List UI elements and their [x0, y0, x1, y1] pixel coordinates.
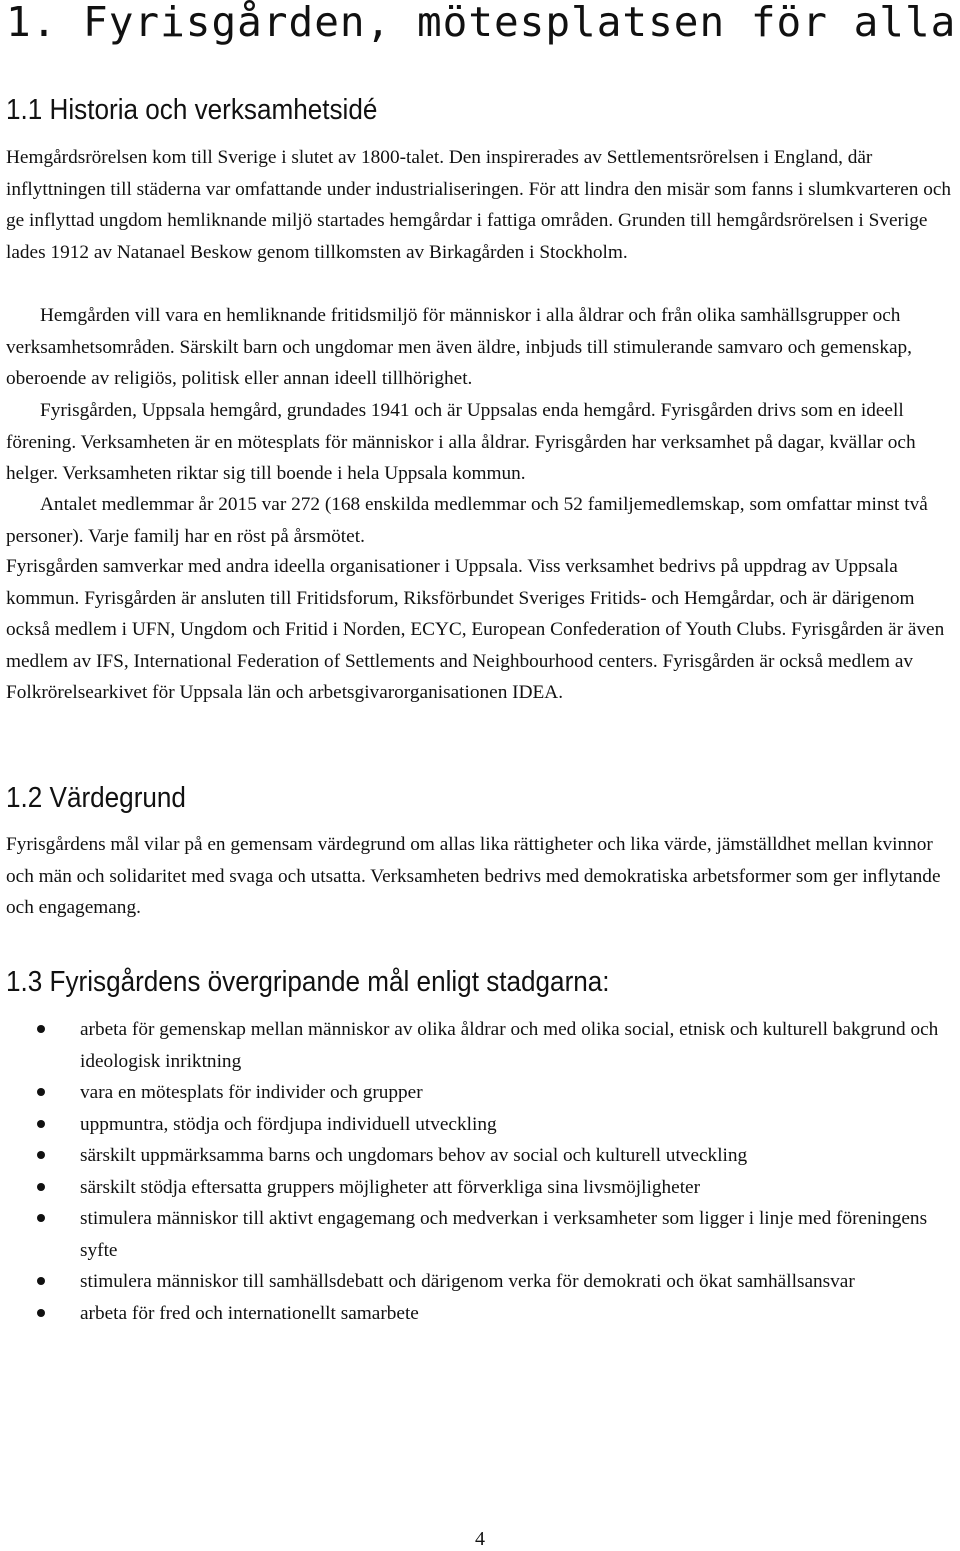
bullet-icon [37, 1183, 45, 1191]
list-item: särskilt uppmärksamma barns och ungdomars behov av social och kulturell utveckling [0, 1140, 940, 1172]
paragraph-history-intro: Hemgårdsrörelsen kom till Sverige i slutet av 1800-talet. Den inspirerades av Settlementsrörelsen i England, där inflyttningen till städerna var omfattande under industrialiseringen. För att lindra den misär som fanns i slumkvarteren och ge inflyttad ungdom hemliknande miljö startades hemgårdar i fattiga områden. Grunden till hemgårdsrörelsen i Sverige lades 1912 av Natanael Beskow genom tillkomsten av Birkagården i Stockholm. [6, 147, 952, 263]
bullet-icon [37, 1151, 45, 1159]
list-item: stimulera människor till samhällsdebatt och därigenom verka för demokrati och ökat samhällsansvar [0, 1266, 940, 1298]
paragraph-values: Fyrisgårdens mål vilar på en gemensam värdegrund om allas lika rättigheter och lika värde, jämställdhet mellan kvinnor och män och solidaritet med svaga och utsatta. Verksamheten bedrivs med demokratiska arbetsformer som ger inflytande och engagemang. [6, 834, 941, 918]
bullet-icon [37, 1120, 45, 1128]
page-number: 4 [475, 1528, 485, 1550]
bullet-icon [37, 1277, 45, 1285]
section-heading-goals: 1.3 Fyrisgårdens övergripande mål enligt stadgarna: [6, 966, 610, 998]
bullet-icon [37, 1309, 45, 1317]
list-item: särskilt stödja eftersatta gruppers möjligheter att förverkliga sina livsmöjligheter [0, 1172, 940, 1204]
section-heading-history: 1.1 Historia och verksamhetsidé [6, 94, 378, 126]
list-item: arbeta för fred och internationellt samarbete [0, 1298, 940, 1330]
paragraph-cooperation: Fyrisgården samverkar med andra ideella organisationer i Uppsala. Viss verksamhet bedrivs på uppdrag av Uppsala kommun. Fyrisgården är ansluten till Fritidsforum, Riksförbundet Sveriges Fritids- och Hemgårdar, och är därigenom också medlem i UFN, Ungdom och Fritid i Norden, ECYC, European Confederation of Youth Clubs. Fyrisgården är även medlem av IFS, International Federation of Settlements and Neighbourhood centers. Fyrisgården är också medlem av Folkrörelsearkivet för Uppsala län och arbetsgivarorganisationen IDEA. [6, 556, 945, 703]
page-title: 1. Fyrisgården, mötesplatsen för alla [6, 0, 957, 46]
paragraph-membership: Antalet medlemmar år 2015 var 272 (168 enskilda medlemmar och 52 familjemedlemskap, som omfattar minst två personer). Varje familj har en röst på årsmötet. [6, 494, 928, 547]
list-item: arbeta för gemenskap mellan människor av olika åldrar och med olika social, etnisk och kulturell bakgrund och ideologisk inriktning [0, 1014, 940, 1077]
bullet-icon [37, 1088, 45, 1096]
section-heading-values: 1.2 Värdegrund [6, 782, 186, 814]
list-item: stimulera människor till aktivt engagemang och medverkan i verksamheter som ligger i linje med föreningens syfte [0, 1203, 940, 1266]
list-item: vara en mötesplats för individer och grupper [0, 1077, 940, 1109]
paragraph-hemgarden-aim: Hemgården vill vara en hemliknande fritidsmiljö för människor i alla åldrar och från olika samhällsgrupper och verksamhetsområden. Särskilt barn och ungdomar men även äldre, inbjuds till stimulerande samvaro och gemenskap, oberoende av religiös, politisk eller annan ideell tillhörighet. [6, 305, 912, 389]
bullet-icon [37, 1214, 45, 1222]
list-item: uppmuntra, stödja och fördjupa individuell utveckling [0, 1109, 940, 1141]
bullet-icon [37, 1025, 45, 1033]
goals-list [0, 1014, 960, 1329]
paragraph-fyrisgarden-about: Fyrisgården, Uppsala hemgård, grundades 1941 och är Uppsalas enda hemgård. Fyrisgården drivs som en ideell förening. Verksamheten är en mötesplats för människor i alla åldrar. Fyrisgården har verksamhet på dagar, kvällar och helger. Verksamheten riktar sig till boende i hela Uppsala kommun. [6, 400, 916, 484]
